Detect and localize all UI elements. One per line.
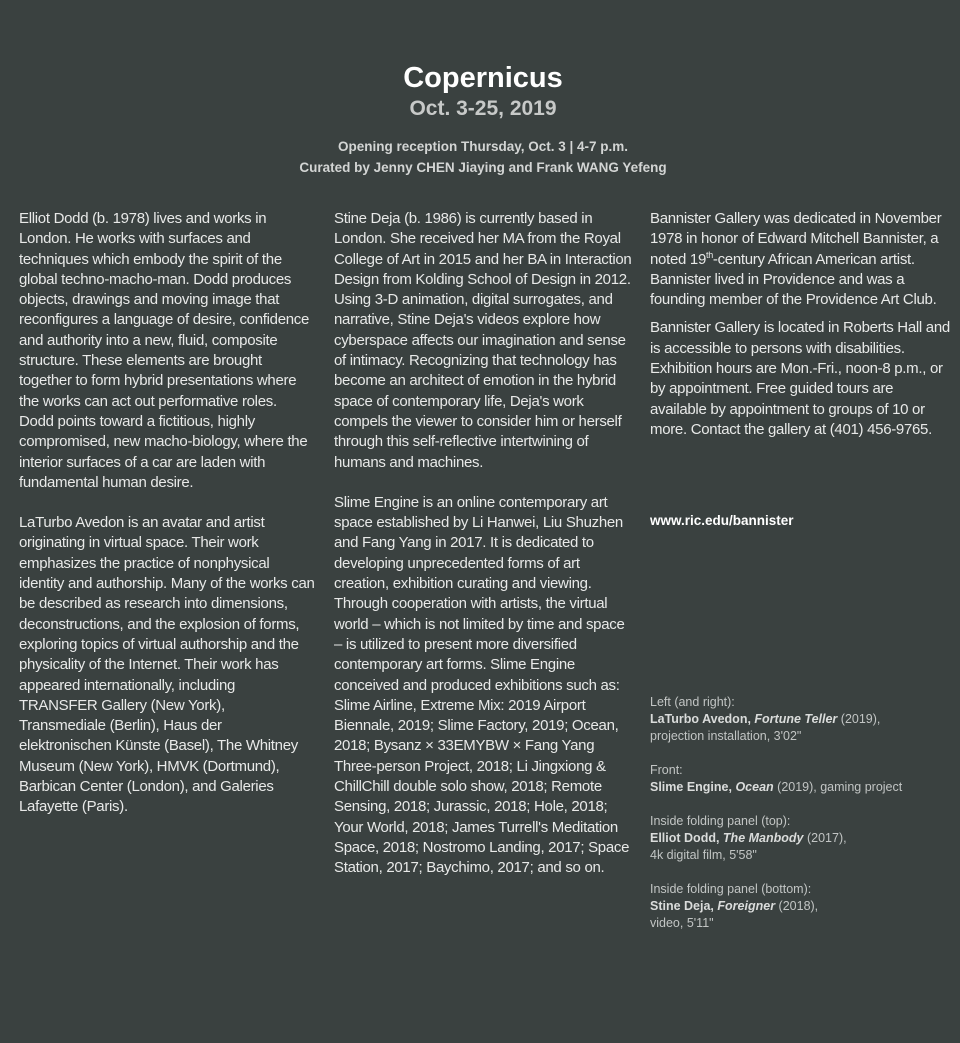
column-middle: [334, 209, 634, 879]
exhibition-title: Copernicus: [403, 62, 563, 94]
exhibition-dates: Oct. 3-25, 2019: [409, 97, 557, 120]
curator-credit: Curated by Jenny CHEN Jiaying and Frank WANG Yefeng: [299, 160, 667, 175]
image-credits: [650, 694, 950, 949]
credit-item: Left (and right): LaTurbo Avedon, Fortune Teller (2019), projection installation, 3'02": [650, 695, 881, 743]
gallery-website-link[interactable]: www.ric.edu/bannister: [650, 513, 794, 528]
credit-item: Inside folding panel (bottom): Stine Deja, Foreigner (2018), video, 5'11": [650, 882, 819, 930]
gallery-location: Bannister Gallery is located in Roberts Hall and is accessible to persons with disabilities. Exhibition hours are Mon.-Fri., noon-8 p.m., or by appointment. Free guided tours are available by appointment to groups of 10 or more. Contact the gallery at (401) 456-9765.: [650, 319, 950, 438]
artist-bio-deja: Stine Deja (b. 1986) is currently based in London. She received her MA from the Royal College of Art in 2015 and her BA in Interaction Design from Kolding School of Design in 2012. Using 3-D animation, digital surrogates, and narrative, Stine Deja's videos explore how cyberspace affects our imagination and sense of intimacy. Recognizing that technology has become an architect of emotion in the hybrid space of contemporary life, Deja's work compels the viewer to consider him or herself through this self-reflective intertwining of humans and machines.: [334, 210, 632, 471]
column-left: [19, 209, 315, 818]
credit-item: Inside folding panel (top): Elliot Dodd, The Manbody (2017), 4k digital film, 5'58": [650, 814, 847, 862]
exhibition-header: [0, 60, 960, 178]
artist-bio-dodd: Elliot Dodd (b. 1978) lives and works in London. He works with surfaces and techniques which embody the spirit of the global techno-macho-man. Dodd produces objects, drawings and moving image that reconfigures a language of desire, confidence and authority into a new, fluid, composite structure. These elements are brought together to form hybrid presentations where the works can act out performative roles. Dodd points toward a fictitious, highly compromised, new macho-biology, where the interior surfaces of a car are laden with fundamental human desire.: [19, 210, 310, 491]
credit-item: Front: Slime Engine, Ocean (2019), gaming project: [650, 763, 903, 794]
column-right: [650, 209, 950, 440]
artist-bio-avedon: LaTurbo Avedon is an avatar and artist originating in virtual space. Their work emphasizes the practice of nonphysical identity and authorship. Many of the works can be described as research into dimensions, deconstructions, and the explosion of forms, exploring topics of virtual authorship and the physicality of the Internet. Their work has appeared internationally, including TRANSFER Gallery (New York), Transmediale (Berlin), Haus der elektronischen Künste (Basel), The Whitney Museum (New York), HMVK (Dortmund), Barbican Center (London), and Galeries Lafayette (Paris).: [19, 514, 315, 816]
gallery-history: Bannister Gallery was dedicated in November 1978 in honor of Edward Mitchell Bannister, a noted 19th-century African American artist. Bannister lived in Providence and was a founding member of the Providence Art Club.: [650, 210, 942, 309]
artist-bio-slime-engine: Slime Engine is an online contemporary art space established by Li Hanwei, Liu Shuzhen and Fang Yang in 2017. It is dedicated to developing unprecedented forms of art creation, exhibition curating and viewing. Through cooperation with artists, the virtual world – which is not limited by time and space – is utilized to present more diversified contemporary art forms. Slime Engine conceived and produced exhibitions such as: Slime Airline, Extreme Mix: 2019 Airport Biennale, 2019; Slime Factory, 2019; Ocean, 2018; Bysanz × 33EMYBW × Fang Yang Three-person Project, 2018; Li Jingxiong & ChillChill double solo show, 2018; Remote Sensing, 2018; Jurassic, 2018; Hole, 2018; Your World, 2018; James Turrell's Meditation Space, 2018; Nostromo Landing, 2017; Space Station, 2017; Baychimo, 2017; and so on.: [334, 493, 630, 877]
opening-reception: Opening reception Thursday, Oct. 3 | 4-7 p.m.: [337, 139, 629, 154]
